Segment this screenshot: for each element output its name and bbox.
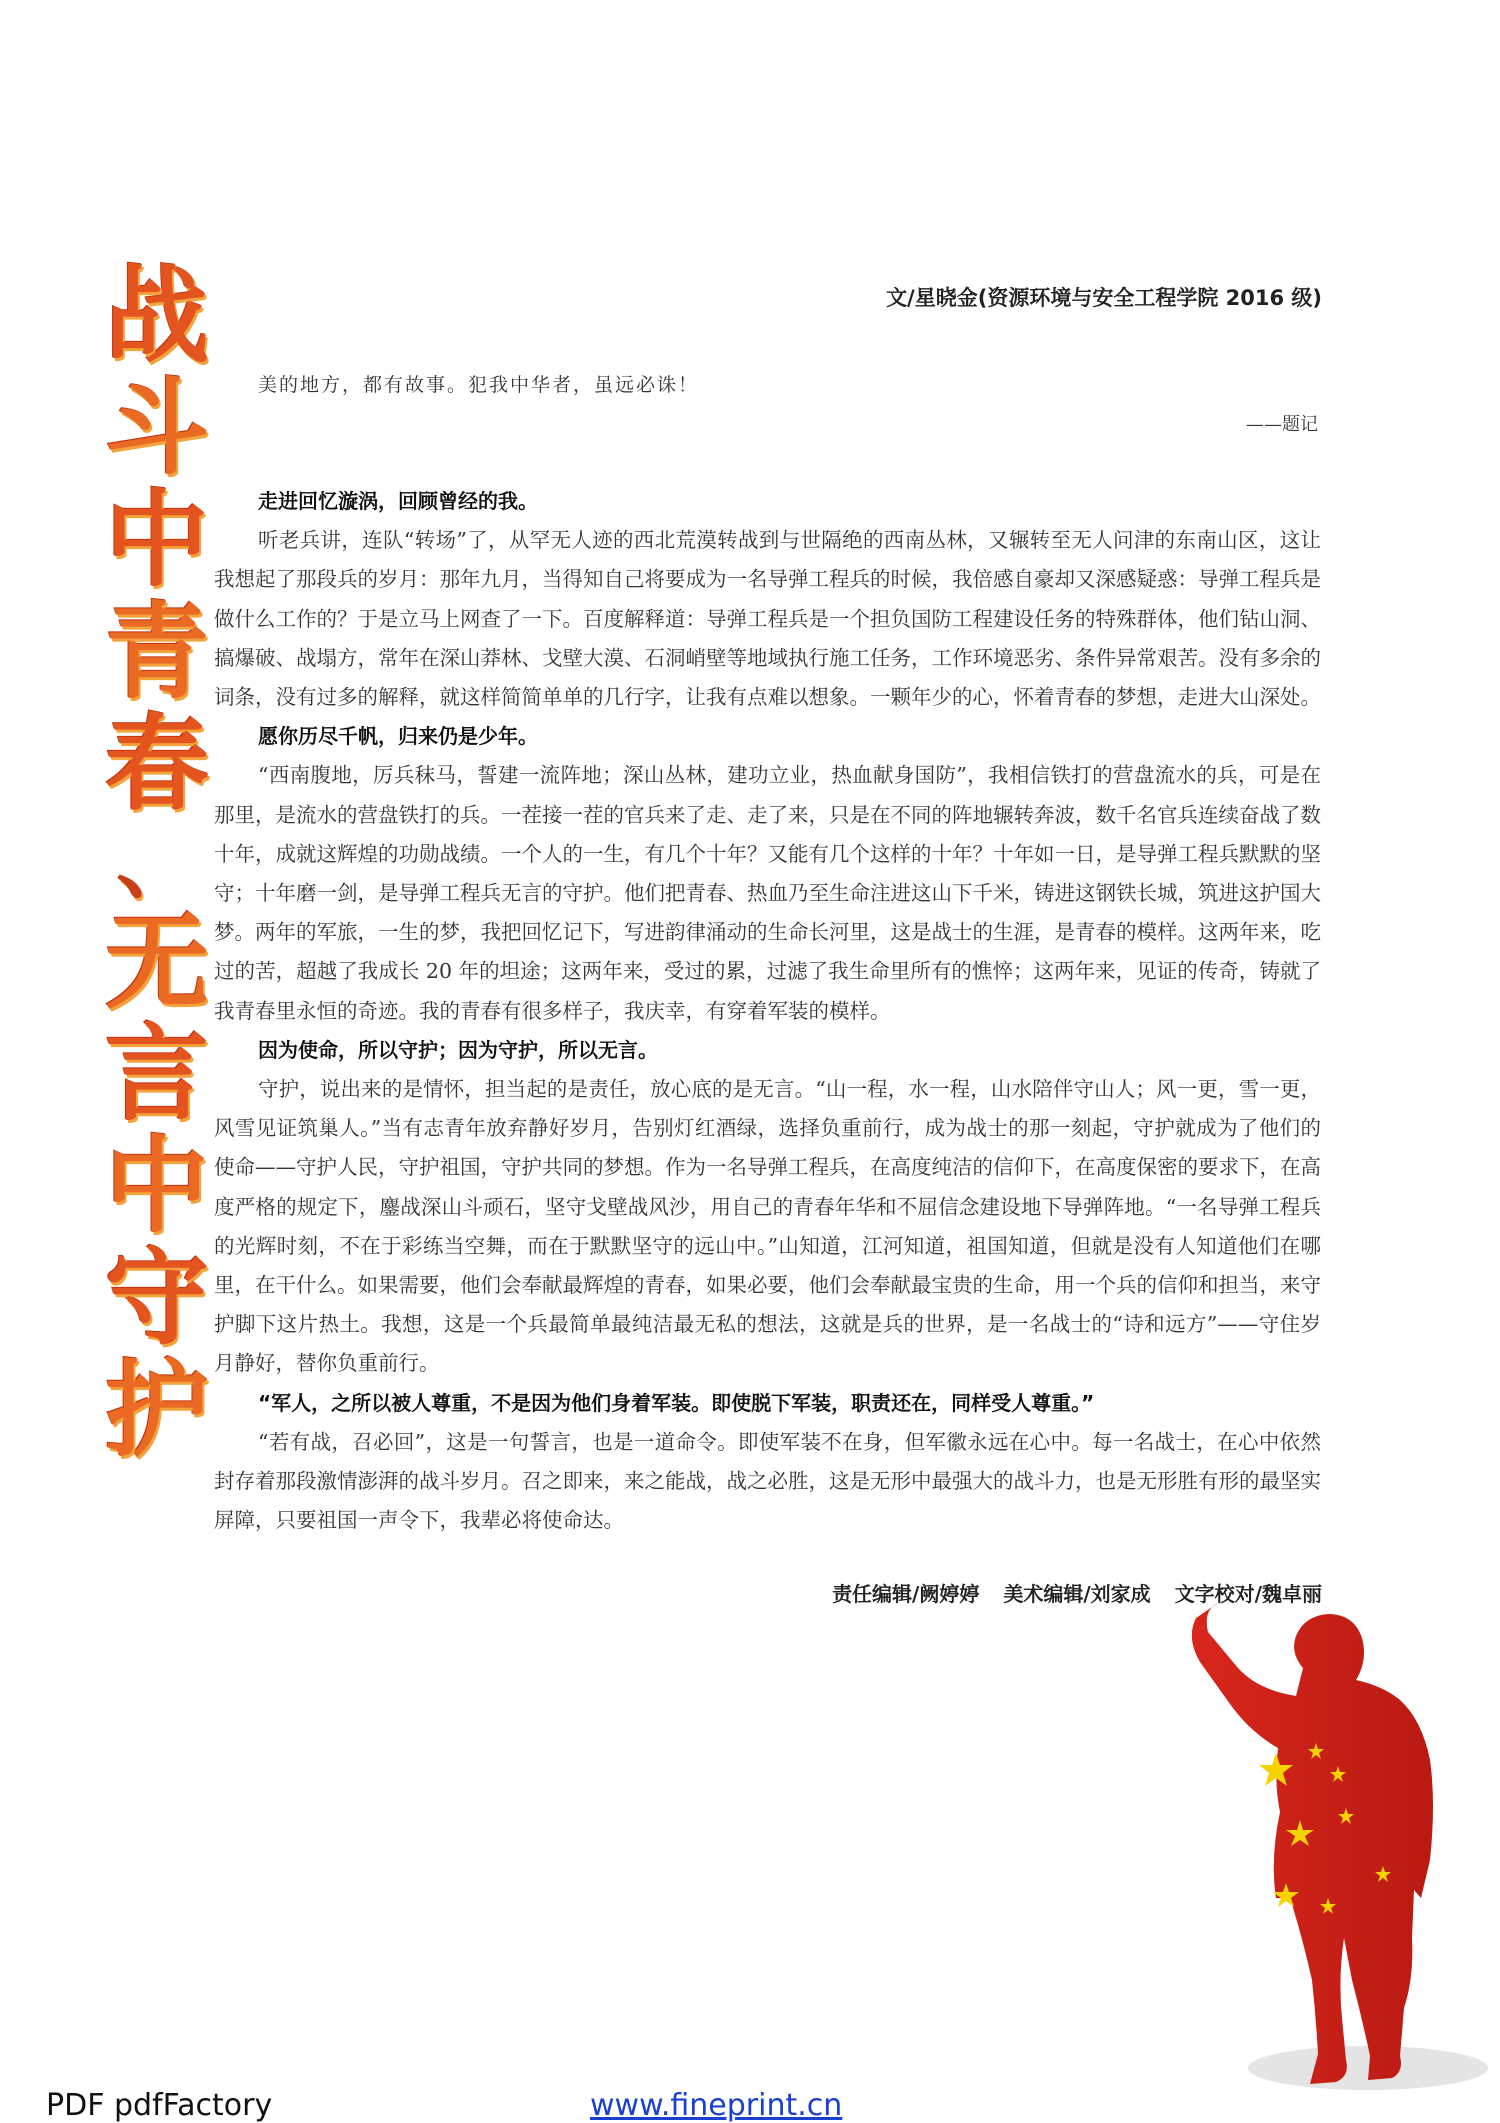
pdf-factory-footer: PDF pdfFactory (46, 2088, 273, 2123)
saluting-soldier-illustration (1178, 1598, 1488, 2098)
paragraph: 听老兵讲，连队“转场”了，从罕无人迹的西北荒漠转战到与世隔绝的西南丛林，又辗转至无人问津的东南山区，这让我想起了那段兵的岁月：那年九月，当得知自己将要成为一名导弹工程兵的时候，我倍感自豪却又深感疑惑：导弹工程兵是做什么工作的？于是立马上网查了一下。百度解释道：导弹工程兵是一个担负国防工程建设任务的特殊群体，他们钻山洞、搞爆破、战塌方，常年在深山莽林、戈壁大漠、石洞峭壁等地域执行施工任务，工作环境恶劣、条件异常艰苦。没有多余的词条，没有过多的解释，就这样简简单单的几行字，让我有点难以想象。一颗年少的心，怀着青春的梦想，走进大山深处。 (214, 528, 1321, 710)
paragraph: “若有战，召必回”，这是一句誓言，也是一道命令。即使军装不在身，但军徽永远在心中。每一名战士，在心中依然封存着那段激情澎湃的战斗岁月。召之即来，来之能战，战之必胜，这是无形中最强大的战斗力，也是无形胜有形的最坚实屏障，只要祖国一声令下，我辈必将使命达。 (214, 1429, 1321, 1533)
soldier-silhouette (1192, 1603, 1433, 2084)
title-char: 护 (104, 1348, 209, 1471)
section-heading: 走进回忆漩涡，回顾曾经的我。 (258, 489, 538, 513)
title-char: 斗 (104, 366, 209, 489)
paragraph: 守护，说出来的是情怀，担当起的是责任，放心底的是无言。“山一程，水一程，山水陪伴守山人；风一更，雪一更，风雪见证筑巢人。”当有志青年放弃静好岁月，告别灯红酒绿，选择负重前行，成为战士的那一刻起，守护就成为了他们的使命——守护人民，守护祖国，守护共同的梦想。作为一名导弹工程兵，在高度纯洁的信仰下，在高度保密的要求下，在高度严格的规定下，鏖战深山斗顽石，坚守戈壁战风沙，用自己的青春年华和不屈信念建设地下导弹阵地。“一名导弹工程兵的光辉时刻，不在于彩练当空舞，而在于默默坚守的远山中。”山知道，江河知道，祖国知道，但就是没有人知道他们在哪里，在干什么。如果需要，他们会奉献最辉煌的青春，如果必要，他们会奉献最宝贵的生命，用一个兵的信仰和担当，来守护脚下这片热土。我想，这是一个兵最简单最纯洁最无私的想法，这就是兵的世界，是一名战士的“诗和远方”——守住岁月静好，替你负重前行。 (214, 1077, 1321, 1376)
ground-shadow (1248, 2046, 1488, 2090)
title-char: 中 (104, 1124, 209, 1247)
epigraph-signature: ——题记 (1246, 414, 1318, 435)
title-char: 、 (117, 816, 197, 910)
paragraph: “西南腹地，厉兵秣马，誓建一流阵地；深山丛林，建功立业，热血献身国防”，我相信铁打的营盘流水的兵，可是在那里，是流水的营盘铁打的兵。一茬接一茬的官兵来了走、走了来，只是在不同的阵地辗转奔波，数千名官兵连续奋战了数十年，成就这辉煌的功勋战绩。一个人的一生，有几个十年？又能有几个这样的十年？十年如一日，是导弹工程兵默默的坚守；十年磨一剑，是导弹工程兵无言的守护。他们把青春、热血乃至生命注进这山下千米，铸进这钢铁长城，筑进这护国大梦。两年的军旅，一生的梦，我把回忆记下，写进韵律涌动的生命长河里，这是战士的生涯，是青春的模样。这两年来，吃过的苦，超越了我成长 20 年的坦途；这两年来，受过的累，过滤了我生命里所有的憔悴；这两年来，见证的传奇，铸就了我青春里永恒的奇迹。我的青春有很多样子，我庆幸，有穿着军装的模样。 (214, 763, 1321, 1023)
credit-proofreader: 文字校对/魏卓丽 (1174, 1582, 1322, 1606)
epigraph: 美的地方，都有故事。犯我中华者，虽远必诛！ (258, 374, 700, 396)
section-heading: “军人，之所以被人尊重，不是因为他们身着军装。即使脱下军装，职责还在，同样受人尊重。” (258, 1390, 1095, 1415)
article-body (214, 482, 1321, 1540)
fineprint-link[interactable]: www.fineprint.cn (590, 2088, 843, 2123)
title-char: 守 (104, 1236, 209, 1359)
title-char: 青 (104, 590, 209, 713)
credit-editor: 责任编辑/阙婷婷 (832, 1582, 980, 1606)
author-byline: 文/星晓金(资源环境与安全工程学院 2016 级) (886, 286, 1322, 310)
section-heading: 愿你历尽千帆，归来仍是少年。 (258, 724, 538, 749)
credit-art-editor: 美术编辑/刘家成 (1003, 1582, 1151, 1606)
title-char: 中 (104, 478, 209, 601)
title-char: 战 (104, 254, 209, 377)
title-char: 言 (104, 1012, 209, 1135)
vertical-title (92, 254, 222, 1471)
title-char: 无 (104, 900, 209, 1023)
title-char: 春 (104, 702, 209, 825)
section-heading: 因为使命，所以守护；因为守护，所以无言。 (258, 1037, 658, 1062)
